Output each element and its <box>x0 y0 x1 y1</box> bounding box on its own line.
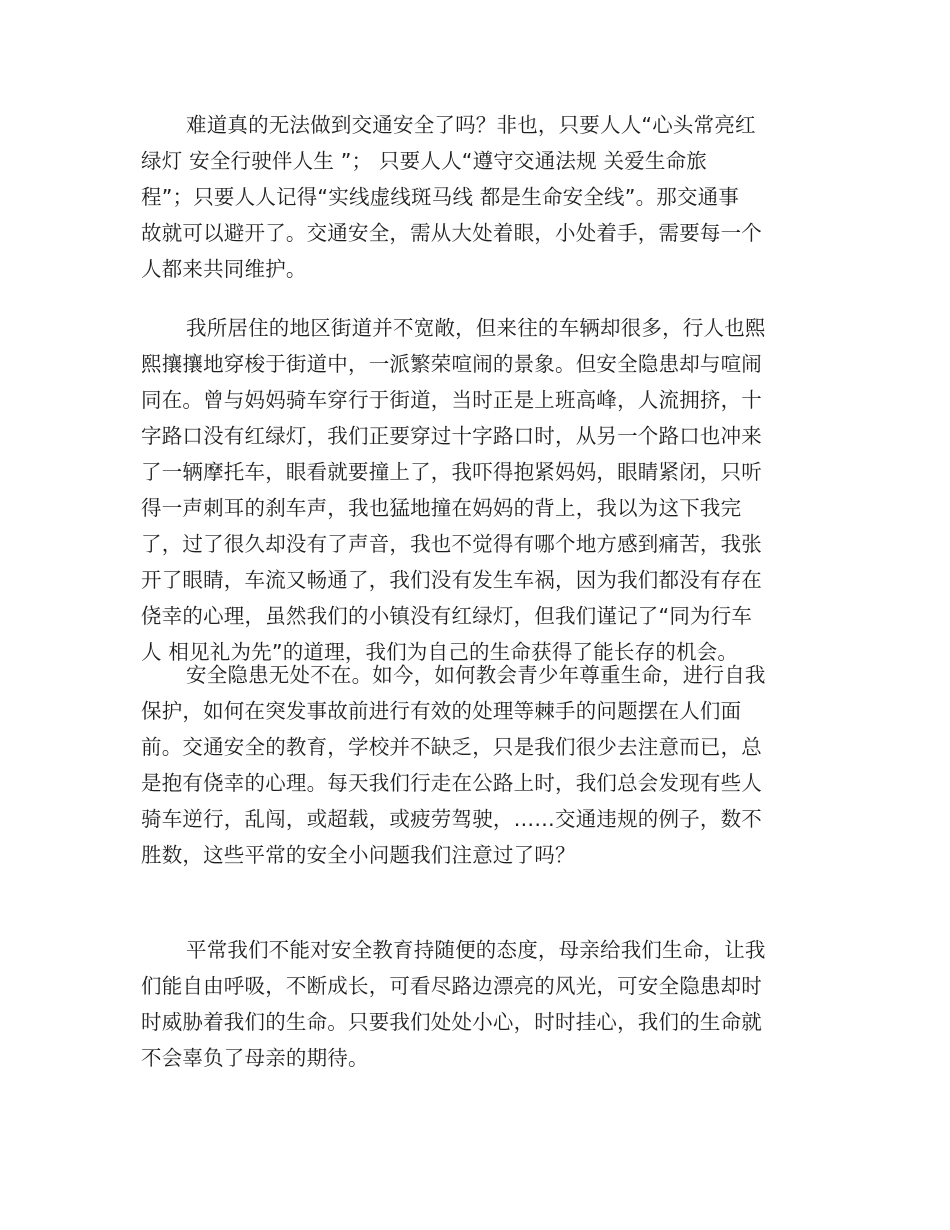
text-line: 绿灯 安全行驶伴人生 ”； 只要人人“遵守交通法规 关爱生命旅 <box>141 149 708 173</box>
text-line: 我所居住的地区街道并不宽敞，但来往的车辆却很多，行人也熙 <box>186 316 766 340</box>
paragraph-3 <box>141 657 811 873</box>
paragraph-4 <box>141 932 811 1076</box>
text-line: 胜数，这些平常的安全小问题我们注意过了吗？ <box>141 843 576 867</box>
text-line: 了，过了很久却没有了声音，我也不觉得有哪个地方感到痛苦，我张 <box>141 532 762 556</box>
text-line: 们能自由呼吸，不断成长，可看尽路边漂亮的风光，可安全隐患却时 <box>141 974 762 998</box>
text-line: 人 相见礼为先”的道理，我们为自己的生命获得了能长存的机会。 <box>141 640 739 664</box>
text-line: 平常我们不能对安全教育持随便的态度，母亲给我们生命，让我 <box>186 938 766 962</box>
text-line: 人都来共同维护。 <box>141 257 307 281</box>
text-line: 保护，如何在突发事故前进行有效的处理等棘手的问题摆在人们面 <box>141 699 742 723</box>
text-line: 安全隐患无处不在。如今，如何教会青少年尊重生命，进行自我 <box>186 663 766 687</box>
text-line: 前。交通安全的教育，学校并不缺乏，只是我们很少去注意而已，总 <box>141 735 762 759</box>
text-line: 熙攘攘地穿梭于街道中，一派繁荣喧闹的景象。但安全隐患却与喧闹 <box>141 352 762 376</box>
text-line: 难道真的无法做到交通安全了吗？非也，只要人人“心头常亮红 <box>186 113 756 137</box>
text-line: 同在。曾与妈妈骑车穿行于街道，当时正是上班高峰，人流拥挤，十 <box>141 388 762 412</box>
text-line: 骑车逆行，乱闯，或超载，或疲劳驾驶，……交通违规的例子，数不 <box>141 807 762 831</box>
paragraph-2 <box>141 310 811 670</box>
text-line: 是抱有侥幸的心理。每天我们行走在公路上时，我们总会发现有些人 <box>141 771 762 795</box>
text-line: 了一辆摩托车，眼看就要撞上了，我吓得抱紧妈妈，眼睛紧闭，只听 <box>141 460 762 484</box>
text-line: 得一声刺耳的刹车声，我也猛地撞在妈妈的背上，我以为这下我完 <box>141 496 742 520</box>
text-line: 不会辜负了母亲的期待。 <box>141 1046 369 1070</box>
text-line: 程”；只要人人记得“实线虚线斑马线 都是生命安全线”。那交通事 <box>141 185 740 209</box>
text-line: 故就可以避开了。交通安全，需从大处着眼，小处着手，需要每一个 <box>141 221 762 245</box>
text-line: 时威胁着我们的生命。只要我们处处小心，时时挂心，我们的生命就 <box>141 1010 762 1034</box>
paragraph-1 <box>141 107 811 287</box>
text-line: 开了眼睛，车流又畅通了，我们没有发生车祸，因为我们都没有存在 <box>141 568 762 592</box>
text-line: 侥幸的心理，虽然我们的小镇没有红绿灯，但我们谨记了“同为行车 <box>141 604 753 628</box>
text-line: 字路口没有红绿灯，我们正要穿过十字路口时，从另一个路口也冲来 <box>141 424 762 448</box>
